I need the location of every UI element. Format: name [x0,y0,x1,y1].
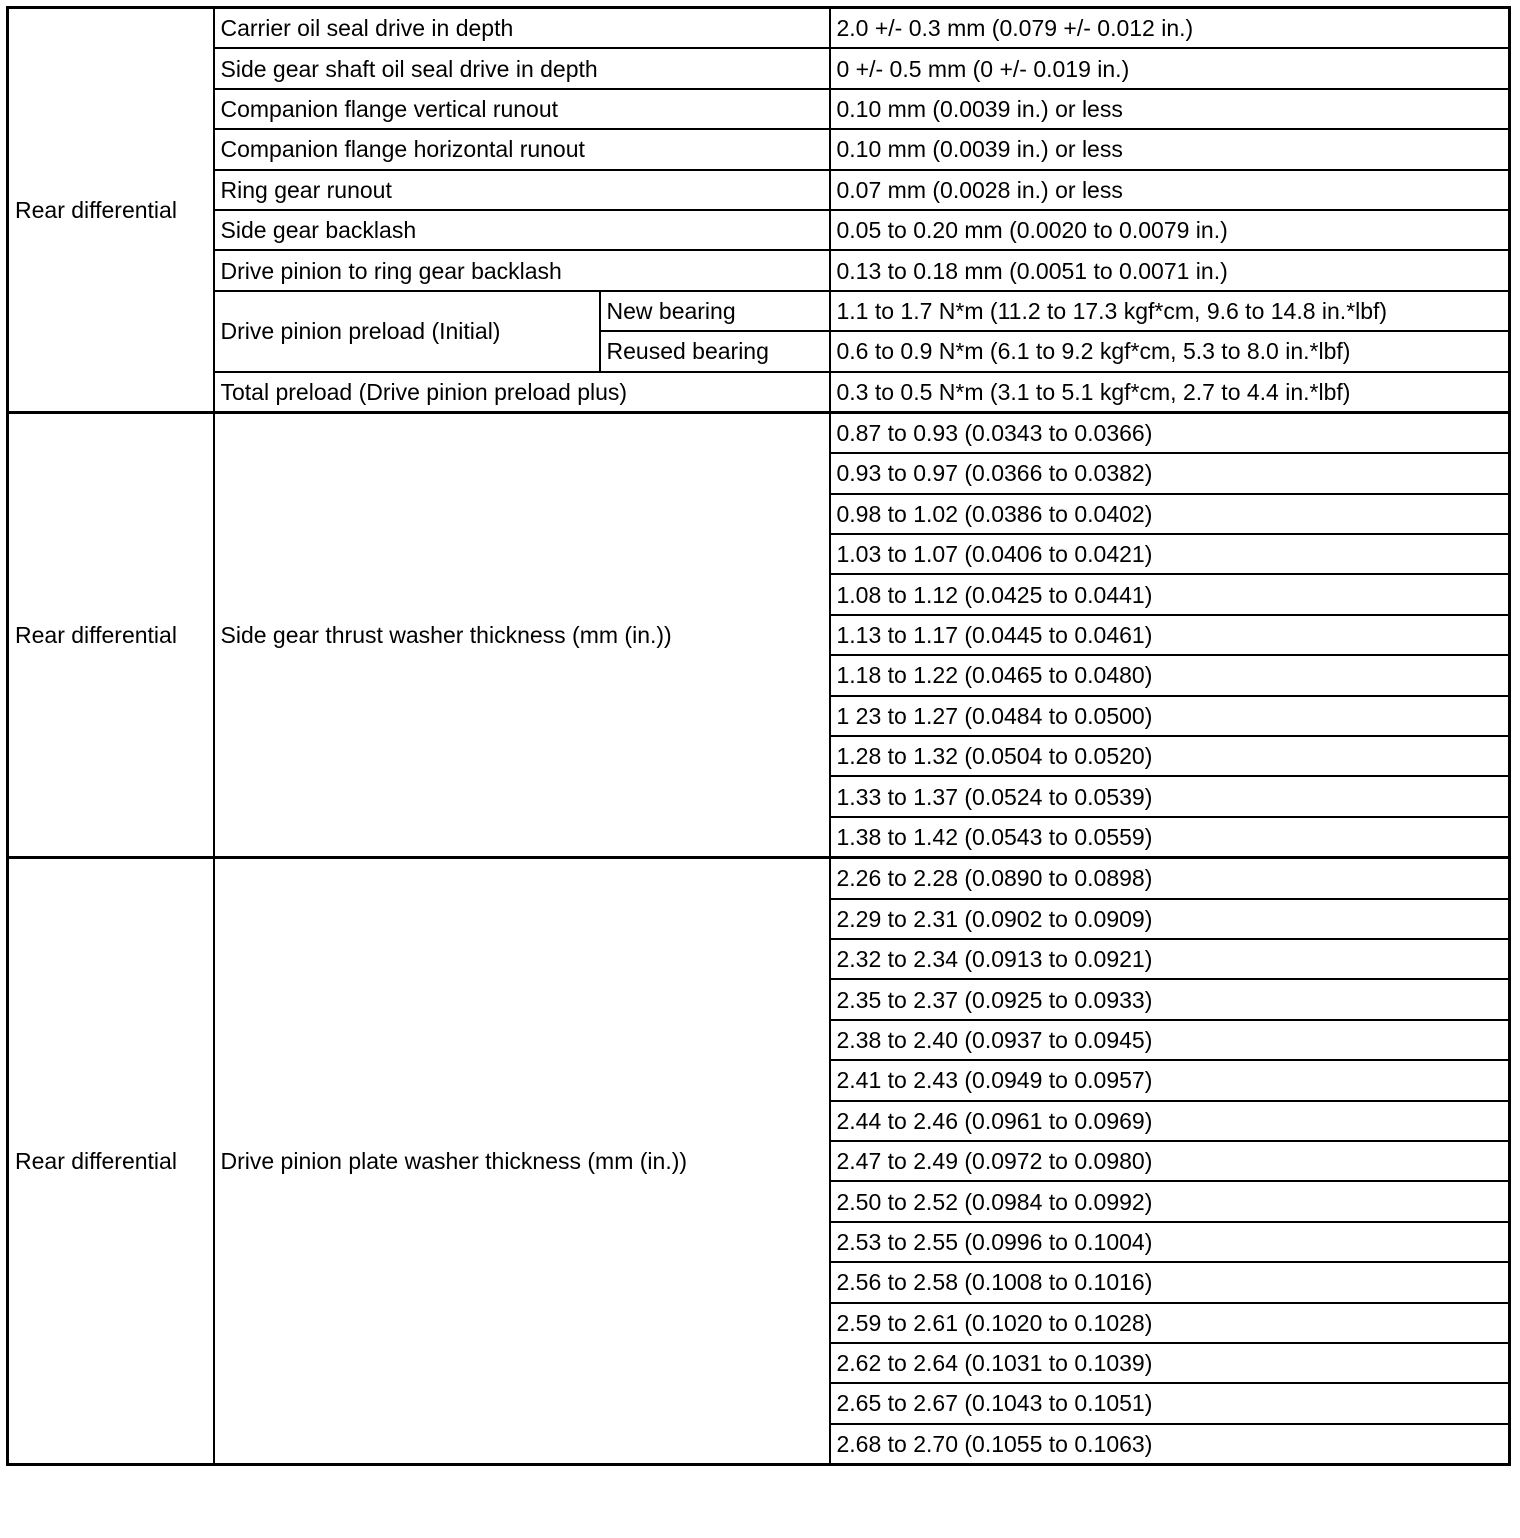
spec-value: 2.41 to 2.43 (0.0949 to 0.0957) [830,1060,1510,1100]
item-label: Drive pinion to ring gear backlash [214,250,830,290]
table-row [8,8,1510,49]
item-label: Companion flange horizontal runout [214,129,830,169]
spec-value: 1.38 to 1.42 (0.0543 to 0.0559) [830,817,1510,858]
group-label: Rear differential [8,412,214,857]
item-label: Carrier oil seal drive in depth [214,8,830,49]
spec-value: 2.50 to 2.52 (0.0984 to 0.0992) [830,1181,1510,1221]
item-label: Companion flange vertical runout [214,89,830,129]
spec-value: 2.59 to 2.61 (0.1020 to 0.1028) [830,1303,1510,1343]
section-thrust-washer [8,412,1510,857]
table-row [8,210,1510,250]
table-row [8,412,1510,453]
spec-value: 0.13 to 0.18 mm (0.0051 to 0.0071 in.) [830,250,1510,290]
spec-value: 2.44 to 2.46 (0.0961 to 0.0969) [830,1101,1510,1141]
spec-value: 0.93 to 0.97 (0.0366 to 0.0382) [830,453,1510,493]
spec-value: 2.32 to 2.34 (0.0913 to 0.0921) [830,939,1510,979]
spec-value: 1.13 to 1.17 (0.0445 to 0.0461) [830,615,1510,655]
group-label: Rear differential [8,8,214,413]
spec-value: 0.05 to 0.20 mm (0.0020 to 0.0079 in.) [830,210,1510,250]
spec-value: 0.10 mm (0.0039 in.) or less [830,89,1510,129]
spec-value: 0.98 to 1.02 (0.0386 to 0.0402) [830,494,1510,534]
item-label: Drive pinion preload (Initial) [214,291,600,372]
item-label: Total preload (Drive pinion preload plus) [214,372,830,413]
item-label: Side gear shaft oil seal drive in depth [214,48,830,88]
spec-value: 2.35 to 2.37 (0.0925 to 0.0933) [830,979,1510,1019]
table-row [8,858,1510,899]
spec-value: 2.53 to 2.55 (0.0996 to 0.1004) [830,1222,1510,1262]
spec-value: 2.29 to 2.31 (0.0902 to 0.0909) [830,899,1510,939]
spec-value: 0.6 to 0.9 N*m (6.1 to 9.2 kgf*cm, 5.3 to 8.0 in.*lbf) [830,331,1510,371]
group-label: Rear differential [8,858,214,1465]
item-label: Drive pinion plate washer thickness (mm (in.)) [214,858,830,1465]
spec-value: 2.65 to 2.67 (0.1043 to 0.1051) [830,1383,1510,1423]
spec-value: 1 23 to 1.27 (0.0484 to 0.0500) [830,696,1510,736]
spec-value: 1.1 to 1.7 N*m (11.2 to 17.3 kgf*cm, 9.6 to 14.8 in.*lbf) [830,291,1510,331]
table-row [8,291,1510,331]
spec-value: 2.26 to 2.28 (0.0890 to 0.0898) [830,858,1510,899]
spec-value: 1.28 to 1.32 (0.0504 to 0.0520) [830,736,1510,776]
spec-value: 0.87 to 0.93 (0.0343 to 0.0366) [830,412,1510,453]
spec-value: 1.08 to 1.12 (0.0425 to 0.0441) [830,574,1510,614]
table-row [8,89,1510,129]
spec-value: 2.62 to 2.64 (0.1031 to 0.1039) [830,1343,1510,1383]
section-plate-washer [8,858,1510,1465]
spec-value: 1.03 to 1.07 (0.0406 to 0.0421) [830,534,1510,574]
spec-value: 2.47 to 2.49 (0.0972 to 0.0980) [830,1141,1510,1181]
spec-value: 0.3 to 0.5 N*m (3.1 to 5.1 kgf*cm, 2.7 to 4.4 in.*lbf) [830,372,1510,413]
item-label: Side gear thrust washer thickness (mm (in.)) [214,412,830,857]
table-row [8,170,1510,210]
spec-value: 2.0 +/- 0.3 mm (0.079 +/- 0.012 in.) [830,8,1510,49]
table-row [8,250,1510,290]
spec-value: 2.68 to 2.70 (0.1055 to 0.1063) [830,1424,1510,1465]
specification-table [6,6,1511,1466]
sub-item-label: New bearing [600,291,830,331]
spec-value: 1.18 to 1.22 (0.0465 to 0.0480) [830,655,1510,695]
spec-value: 2.38 to 2.40 (0.0937 to 0.0945) [830,1020,1510,1060]
table-row [8,372,1510,413]
section-general-specs [8,8,1510,413]
table-row [8,48,1510,88]
spec-value: 0.10 mm (0.0039 in.) or less [830,129,1510,169]
table-row [8,129,1510,169]
spec-value: 1.33 to 1.37 (0.0524 to 0.0539) [830,776,1510,816]
spec-value: 0.07 mm (0.0028 in.) or less [830,170,1510,210]
item-label: Ring gear runout [214,170,830,210]
spec-value: 2.56 to 2.58 (0.1008 to 0.1016) [830,1262,1510,1302]
spec-value: 0 +/- 0.5 mm (0 +/- 0.019 in.) [830,48,1510,88]
item-label: Side gear backlash [214,210,830,250]
sub-item-label: Reused bearing [600,331,830,371]
